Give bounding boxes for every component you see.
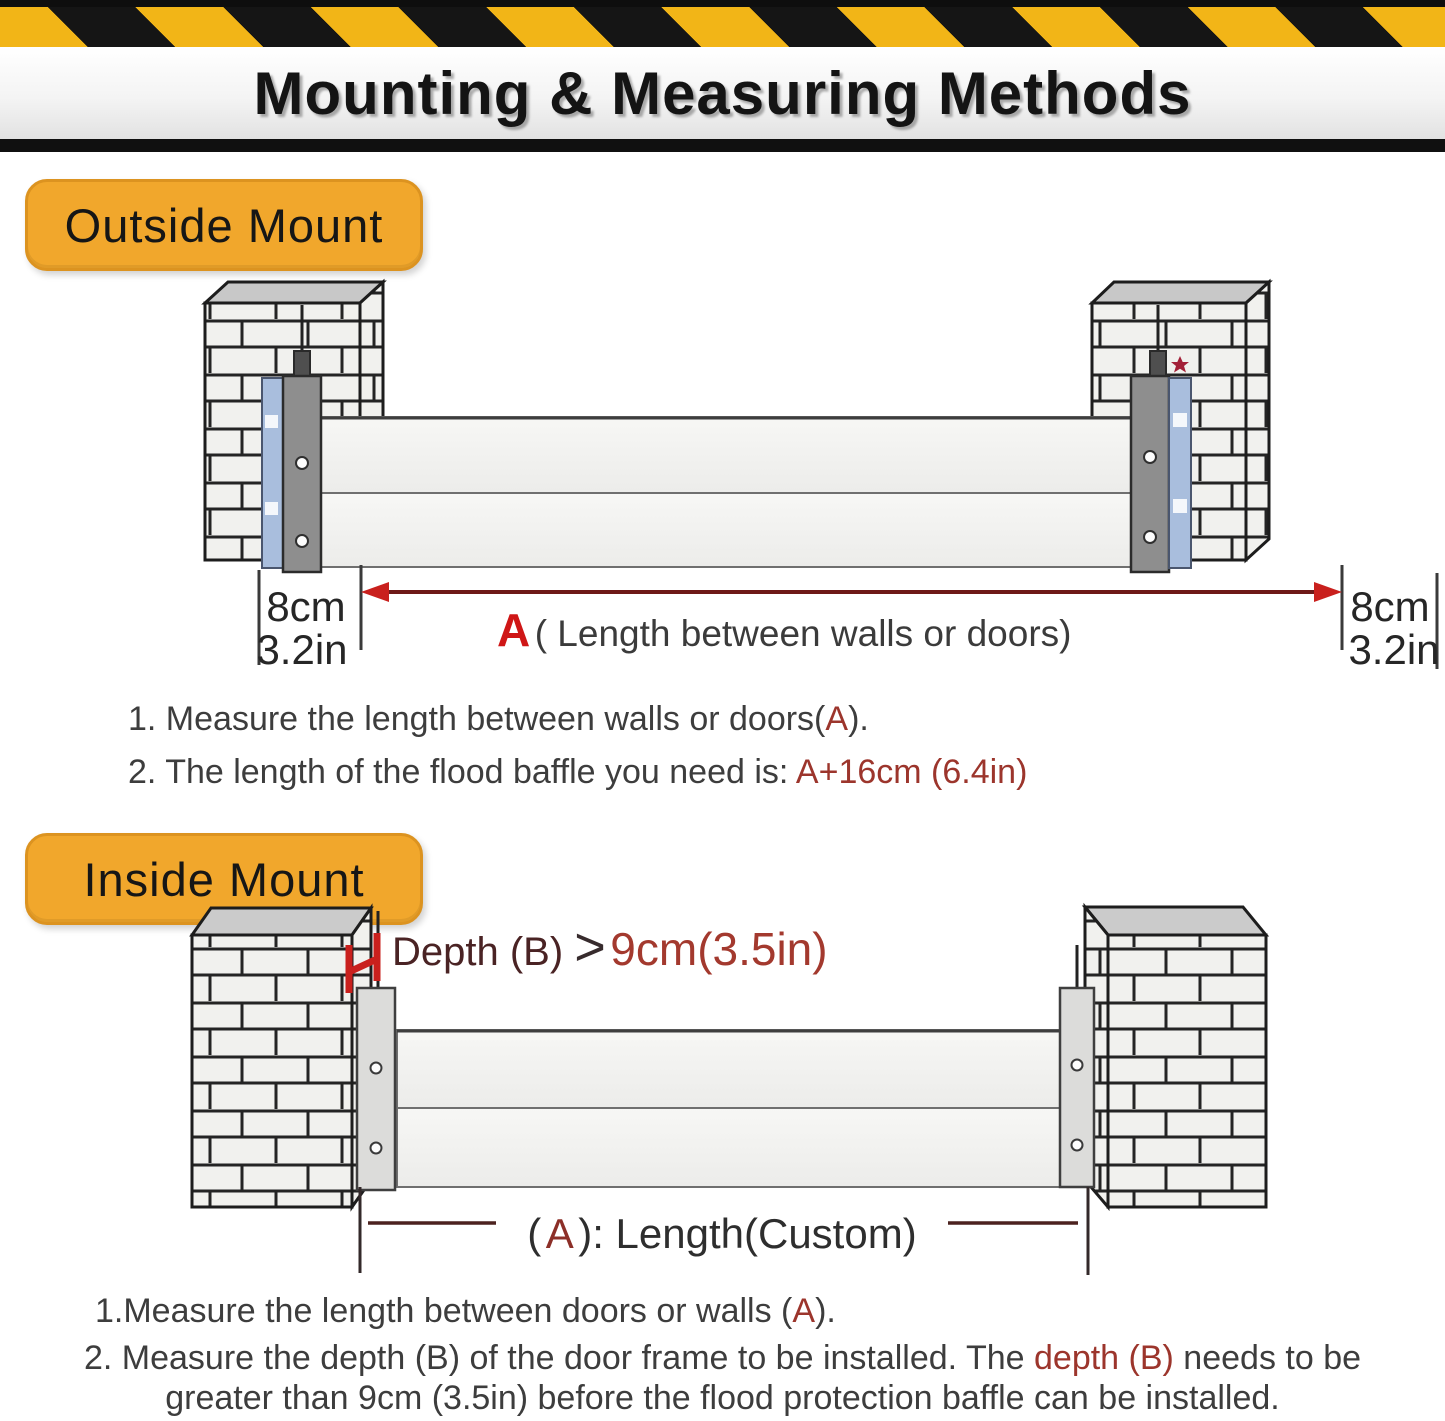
outside-step-1 — [128, 700, 869, 739]
depth-value: 9cm(3.5in) — [610, 923, 828, 975]
hazard-stripe-banner — [0, 7, 1445, 47]
step-text: ). — [848, 700, 869, 738]
step-highlight: A — [792, 1292, 816, 1330]
right-mounting-bracket — [1131, 376, 1191, 572]
inside-mount-diagram — [0, 893, 1445, 1285]
step-text: needs to be greater than 9cm (3.5in) before the flood protection baffle can be installed. — [165, 1339, 1362, 1417]
inside-step-1 — [95, 1292, 836, 1331]
left-brick-pillar — [192, 908, 371, 1207]
length-label-text: ): Length(Custom) — [578, 1210, 917, 1257]
step-text: 1.Measure the length between doors or walls ( — [95, 1292, 793, 1330]
title-underline-bar — [0, 139, 1445, 152]
left-anchor-peg — [294, 351, 310, 378]
step-text: 2. The length of the flood baffle you need is: — [128, 753, 796, 791]
step-text: 2. Measure the depth (B) of the door frame to be installed. The — [83, 1339, 1034, 1377]
step-text: ). — [815, 1292, 836, 1330]
depth-greater-than: > — [574, 917, 606, 977]
left-mounting-bracket — [357, 988, 395, 1190]
flood-barrier-panels — [397, 1030, 1065, 1187]
outside-step-2 — [128, 753, 1027, 792]
span-label-a: A — [497, 604, 531, 656]
right-brick-pillar — [1085, 907, 1266, 1207]
depth-label — [392, 917, 828, 977]
left-offset-cm: 8cm — [266, 583, 346, 630]
span-label-text: ( Length between walls or doors) — [534, 613, 1072, 654]
arrowhead-right — [1314, 582, 1342, 602]
top-border-line — [0, 0, 1445, 7]
left-offset-in: 3.2in — [256, 626, 348, 673]
step-highlight: A+16cm (6.4in) — [795, 753, 1028, 791]
span-length-label — [497, 604, 1071, 656]
inside-step-2 — [50, 1338, 1395, 1418]
outside-mount-badge: Outside Mount — [25, 179, 423, 271]
inside-mount-badge: Inside Mount — [25, 833, 423, 925]
length-label-a: A — [545, 1210, 574, 1257]
outside-mount-diagram — [0, 265, 1445, 677]
length-label — [527, 1210, 916, 1257]
page-title: Mounting & Measuring Methods — [253, 59, 1192, 127]
right-anchor-peg — [1150, 351, 1166, 378]
depth-label-text: Depth (B) — [392, 930, 575, 974]
right-mounting-bracket — [1060, 988, 1094, 1187]
right-offset-cm: 8cm — [1350, 583, 1430, 630]
step-text: 1. Measure the length between walls or doors( — [128, 700, 826, 738]
flood-barrier-panels — [321, 417, 1136, 567]
step-highlight: depth (B) — [1034, 1339, 1174, 1377]
title-band — [0, 47, 1445, 139]
right-offset-in: 3.2in — [1348, 626, 1440, 673]
left-mounting-bracket — [262, 376, 321, 572]
length-label-pre: ( — [527, 1210, 542, 1257]
arrowhead-left — [361, 582, 389, 602]
step-highlight: A — [825, 700, 849, 738]
